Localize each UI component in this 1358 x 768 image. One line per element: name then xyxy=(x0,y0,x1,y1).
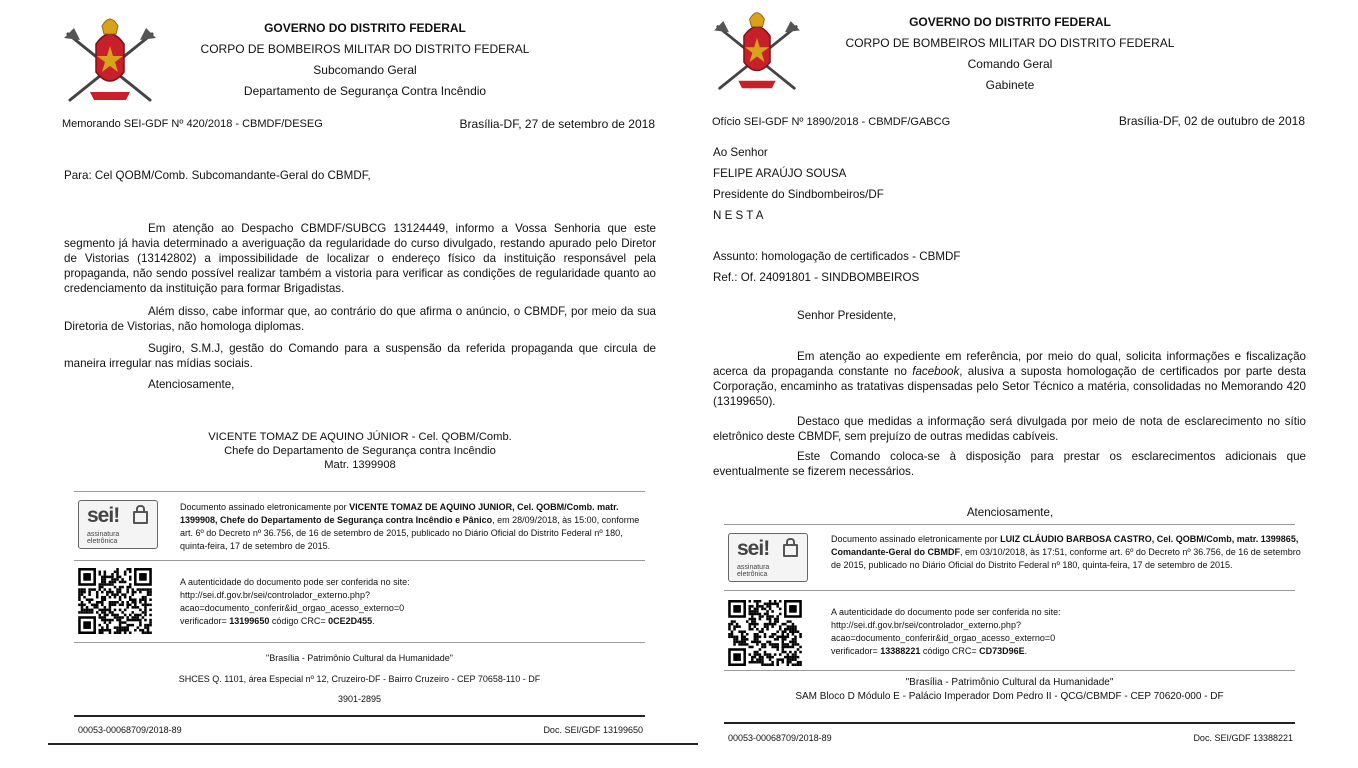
phone: 3901-2895 xyxy=(337,694,382,704)
qr-code-icon[interactable] xyxy=(78,568,152,634)
sei-seal-icon xyxy=(78,500,158,549)
crc-label: código CRC= xyxy=(269,616,329,626)
signature-signer: VICENTE TOMAZ DE AQUINO JUNIOR, Cel. QOBM/Comb. matr. 1399908, Chefe do Departamento de Segurança contra Incêndio e Pânico xyxy=(180,502,619,525)
authenticity-note: A autenticidade do documento pode ser conferida no site: http://sei.df.gov.br/sei/controlador_externo.php? acao=documento_conferir&id_orgao_acesso_externo=0 verificador= 13388221 código CRC= CD73D96E. xyxy=(831,606,1301,658)
signature-details: , em 03/10/2018, às 17:51, conforme art. 6º do Decreto nº 36.756, de 16 de setembro de 2015, publicado no Diário Oficial do Distrito Federal nº 180, quinta-feira, 17 de setembro de 2015. xyxy=(831,547,1301,570)
header-corps: CORPO DE BOMBEIROS MILITAR DO DISTRITO FEDERAL xyxy=(845,36,1175,50)
header-unit: Subcomando Geral xyxy=(313,63,417,77)
auth-query: acao=documento_conferir&id_orgao_acesso_externo=0 xyxy=(831,633,1056,643)
recipient-name: FELIPE ARAÚJO SOUSA xyxy=(713,167,847,180)
document-number: Ofício SEI-GDF Nº 1890/2018 - CBMDF/GABCG xyxy=(712,116,951,128)
auth-line-1: A autenticidade do documento pode ser conferida no site: xyxy=(831,607,1061,617)
auth-url[interactable]: http://sei.df.gov.br/sei/controlador_externo.php? xyxy=(180,590,370,600)
signature-details: , em 28/09/2018, às 15:00, conforme art. 6º do Decreto nº 36.756, de 16 de setembro de 2015, publicado no Diário Oficial do Distrito Federal nº 180, quinta-feira, 17 de setembro de 2015. xyxy=(180,515,640,551)
crc-code: CD73D96E xyxy=(979,646,1025,656)
letterhead xyxy=(835,12,1185,96)
auth-line-1: A autenticidade do documento pode ser conferida no site: xyxy=(180,577,410,587)
fire-department-crest-icon xyxy=(712,8,802,92)
signature-signer: LUIZ CLÁUDIO BARBOSA CASTRO, Cel. QOBM/Comb, matr. 1399865, Comandante-Geral do CBMDF xyxy=(831,534,1299,557)
crc-code: 0CE2D455 xyxy=(328,616,373,626)
document-date: Brasília-DF, 27 de setembro de 2018 xyxy=(459,117,655,131)
divider xyxy=(724,590,1295,591)
header-government: GOVERNO DO DISTRITO FEDERAL xyxy=(264,21,466,35)
document-number: Memorando SEI-GDF Nº 420/2018 - CBMDF/DESEG xyxy=(62,118,323,130)
signature-block xyxy=(150,430,570,472)
verifier-code: 13388221 xyxy=(880,646,921,656)
salutation: Senhor Presidente, xyxy=(797,309,897,322)
footer-rule xyxy=(74,715,645,717)
qr-code-icon[interactable] xyxy=(728,600,802,666)
oficio-page xyxy=(700,0,1358,768)
paragraph-3: Sugiro, S.M.J, gestão do Comando para a suspensão da referida propaganda que circula de maneira irregular nas mídias sociais. xyxy=(64,342,656,370)
electronic-signature-note xyxy=(831,533,1301,572)
signature-prefix: Documento assinado eletronicamente por xyxy=(831,534,1001,544)
doc-reference: Doc. SEI/GDF 13388221 xyxy=(1193,733,1293,743)
sei-seal-icon xyxy=(728,533,808,582)
addressee: Para: Cel QOBM/Comb. Subcomandante-Geral do CBMDF, xyxy=(64,169,371,182)
address: SHCES Q. 1101, área Especial nº 12, Cruzeiro-DF - Bairro Cruzeiro - CEP 70658-110 - DF xyxy=(178,674,541,684)
sei-eletronica-text: eletrônica xyxy=(87,538,118,545)
signer-name: VICENTE TOMAZ DE AQUINO JÚNIOR - Cel. QOBM/Comb. xyxy=(208,431,512,443)
subject-block xyxy=(713,246,1213,288)
auth-query: acao=documento_conferir&id_orgao_acesso_externo=0 xyxy=(180,603,405,613)
signature-prefix: Documento assinado eletronicamente por xyxy=(180,502,350,512)
recipient-greeting: Ao Senhor xyxy=(713,146,768,159)
divider xyxy=(74,560,645,561)
divider xyxy=(724,524,1295,525)
sei-assinatura-text: assinatura xyxy=(737,564,770,571)
motto: "Brasília - Patrimônio Cultural da Humanidade" xyxy=(266,653,453,663)
verifier-label: verificador= xyxy=(180,616,230,626)
divider xyxy=(724,670,1295,671)
paragraph-1: Em atenção ao Despacho CBMDF/SUBCG 13124449, informo a Vossa Senhoria que este segmento já havia determinado a averiguação da regularidade do curso divulgado, restando apurado pelo Diretor de Vistorias (13142802) a impossibilidade de localizar o endereço físico da instituição responsável pela propaganda, não sendo possível realizar também a vistoria para verificar as condições de regularidade quanto ao credenciamento da instituição para formar Brigadistas. xyxy=(64,222,656,295)
header-unit: Comando Geral xyxy=(967,57,1053,71)
process-number: 00053-00068709/2018-89 xyxy=(728,733,832,743)
sei-logo-text: sei! xyxy=(87,504,120,527)
document-date: Brasília-DF, 02 de outubro de 2018 xyxy=(1118,114,1305,128)
subject: Assunto: homologação de certificados - CBMDF xyxy=(713,250,961,263)
divider xyxy=(74,491,645,492)
sei-logo-text: sei! xyxy=(737,537,770,560)
fire-department-crest-icon xyxy=(62,14,158,104)
process-number: 00053-00068709/2018-89 xyxy=(78,725,182,735)
header-office: Gabinete xyxy=(985,78,1035,92)
sei-assinatura-text: assinatura xyxy=(87,531,120,538)
auth-url[interactable]: http://sei.df.gov.br/sei/controlador_externo.php? xyxy=(831,620,1021,630)
sei-eletronica-text: eletrônica xyxy=(737,571,768,578)
verifier-label: verificador= xyxy=(831,646,881,656)
page-bottom-rule xyxy=(48,743,698,745)
paragraph-3: Este Comando coloca-se à disposição para prestar os esclarecimentos adicionais que eventualmente se fizerem necessários. xyxy=(713,450,1306,478)
header-corps: CORPO DE BOMBEIROS MILITAR DO DISTRITO FEDERAL xyxy=(200,42,530,56)
crc-label: código CRC= xyxy=(920,646,980,656)
letterhead xyxy=(190,18,540,102)
recipient-title: Presidente do Sindbombeiros/DF xyxy=(713,188,884,201)
lock-icon xyxy=(133,511,148,524)
address: SAM Bloco D Módulo E - Palácio Imperador Dom Pedro II - QCG/CBMDF - CEP 70620-000 - DF xyxy=(795,691,1224,702)
signer-role: Chefe do Departamento de Segurança contra Incêndio xyxy=(224,445,496,457)
paragraph-1: Em atenção ao expediente em referência, por meio do qual, solicita informações e fiscalização acerca da propaganda constante no facebook, alusiva a suposta homologação de certificados por parte desta Corporação, encaminho as tratativas dispensadas pelo Setor Técnico a matéria, consolidadas no Memorando 420 (13199650). xyxy=(713,350,1306,408)
closing: Atenciosamente, xyxy=(148,378,235,391)
signer-registration: Matr. 1399908 xyxy=(324,459,396,471)
recipient-block xyxy=(713,142,1113,226)
closing: Atenciosamente, xyxy=(966,506,1054,519)
paragraph-2: Além disso, cabe informar que, ao contrário do que afirma o anúncio, o CBMDF, por meio da sua Diretoria de Vistorias, não homologa diplomas. xyxy=(64,305,656,333)
divider xyxy=(74,642,645,643)
footer-rule xyxy=(724,722,1295,724)
authenticity-note: A autenticidade do documento pode ser conferida no site: http://sei.df.gov.br/sei/controlador_externo.php? acao=documento_conferir&id_orgao_acesso_externo=0 verificador= 13199650 código CRC= 0CE2D455. xyxy=(180,576,645,628)
doc-reference: Doc. SEI/GDF 13199650 xyxy=(543,725,643,735)
electronic-signature-note xyxy=(180,501,645,553)
paragraph-2: Destaco que medidas a informação será divulgada por meio de nota de esclarecimento no sítio eletrônico deste CBMDF, sem prejuízo de outras medidas cabíveis. xyxy=(713,415,1306,443)
verifier-code: 13199650 xyxy=(229,616,270,626)
motto: "Brasília - Patrimônio Cultural da Humanidade" xyxy=(905,677,1114,688)
facebook-mention: facebook xyxy=(912,365,960,378)
lock-icon xyxy=(783,544,798,557)
header-government: GOVERNO DO DISTRITO FEDERAL xyxy=(909,15,1111,29)
reference: Ref.: Of. 24091801 - SINDBOMBEIROS xyxy=(713,271,920,284)
recipient-location: N E S T A xyxy=(713,209,764,222)
header-department: Departamento de Segurança Contra Incêndio xyxy=(243,84,487,98)
